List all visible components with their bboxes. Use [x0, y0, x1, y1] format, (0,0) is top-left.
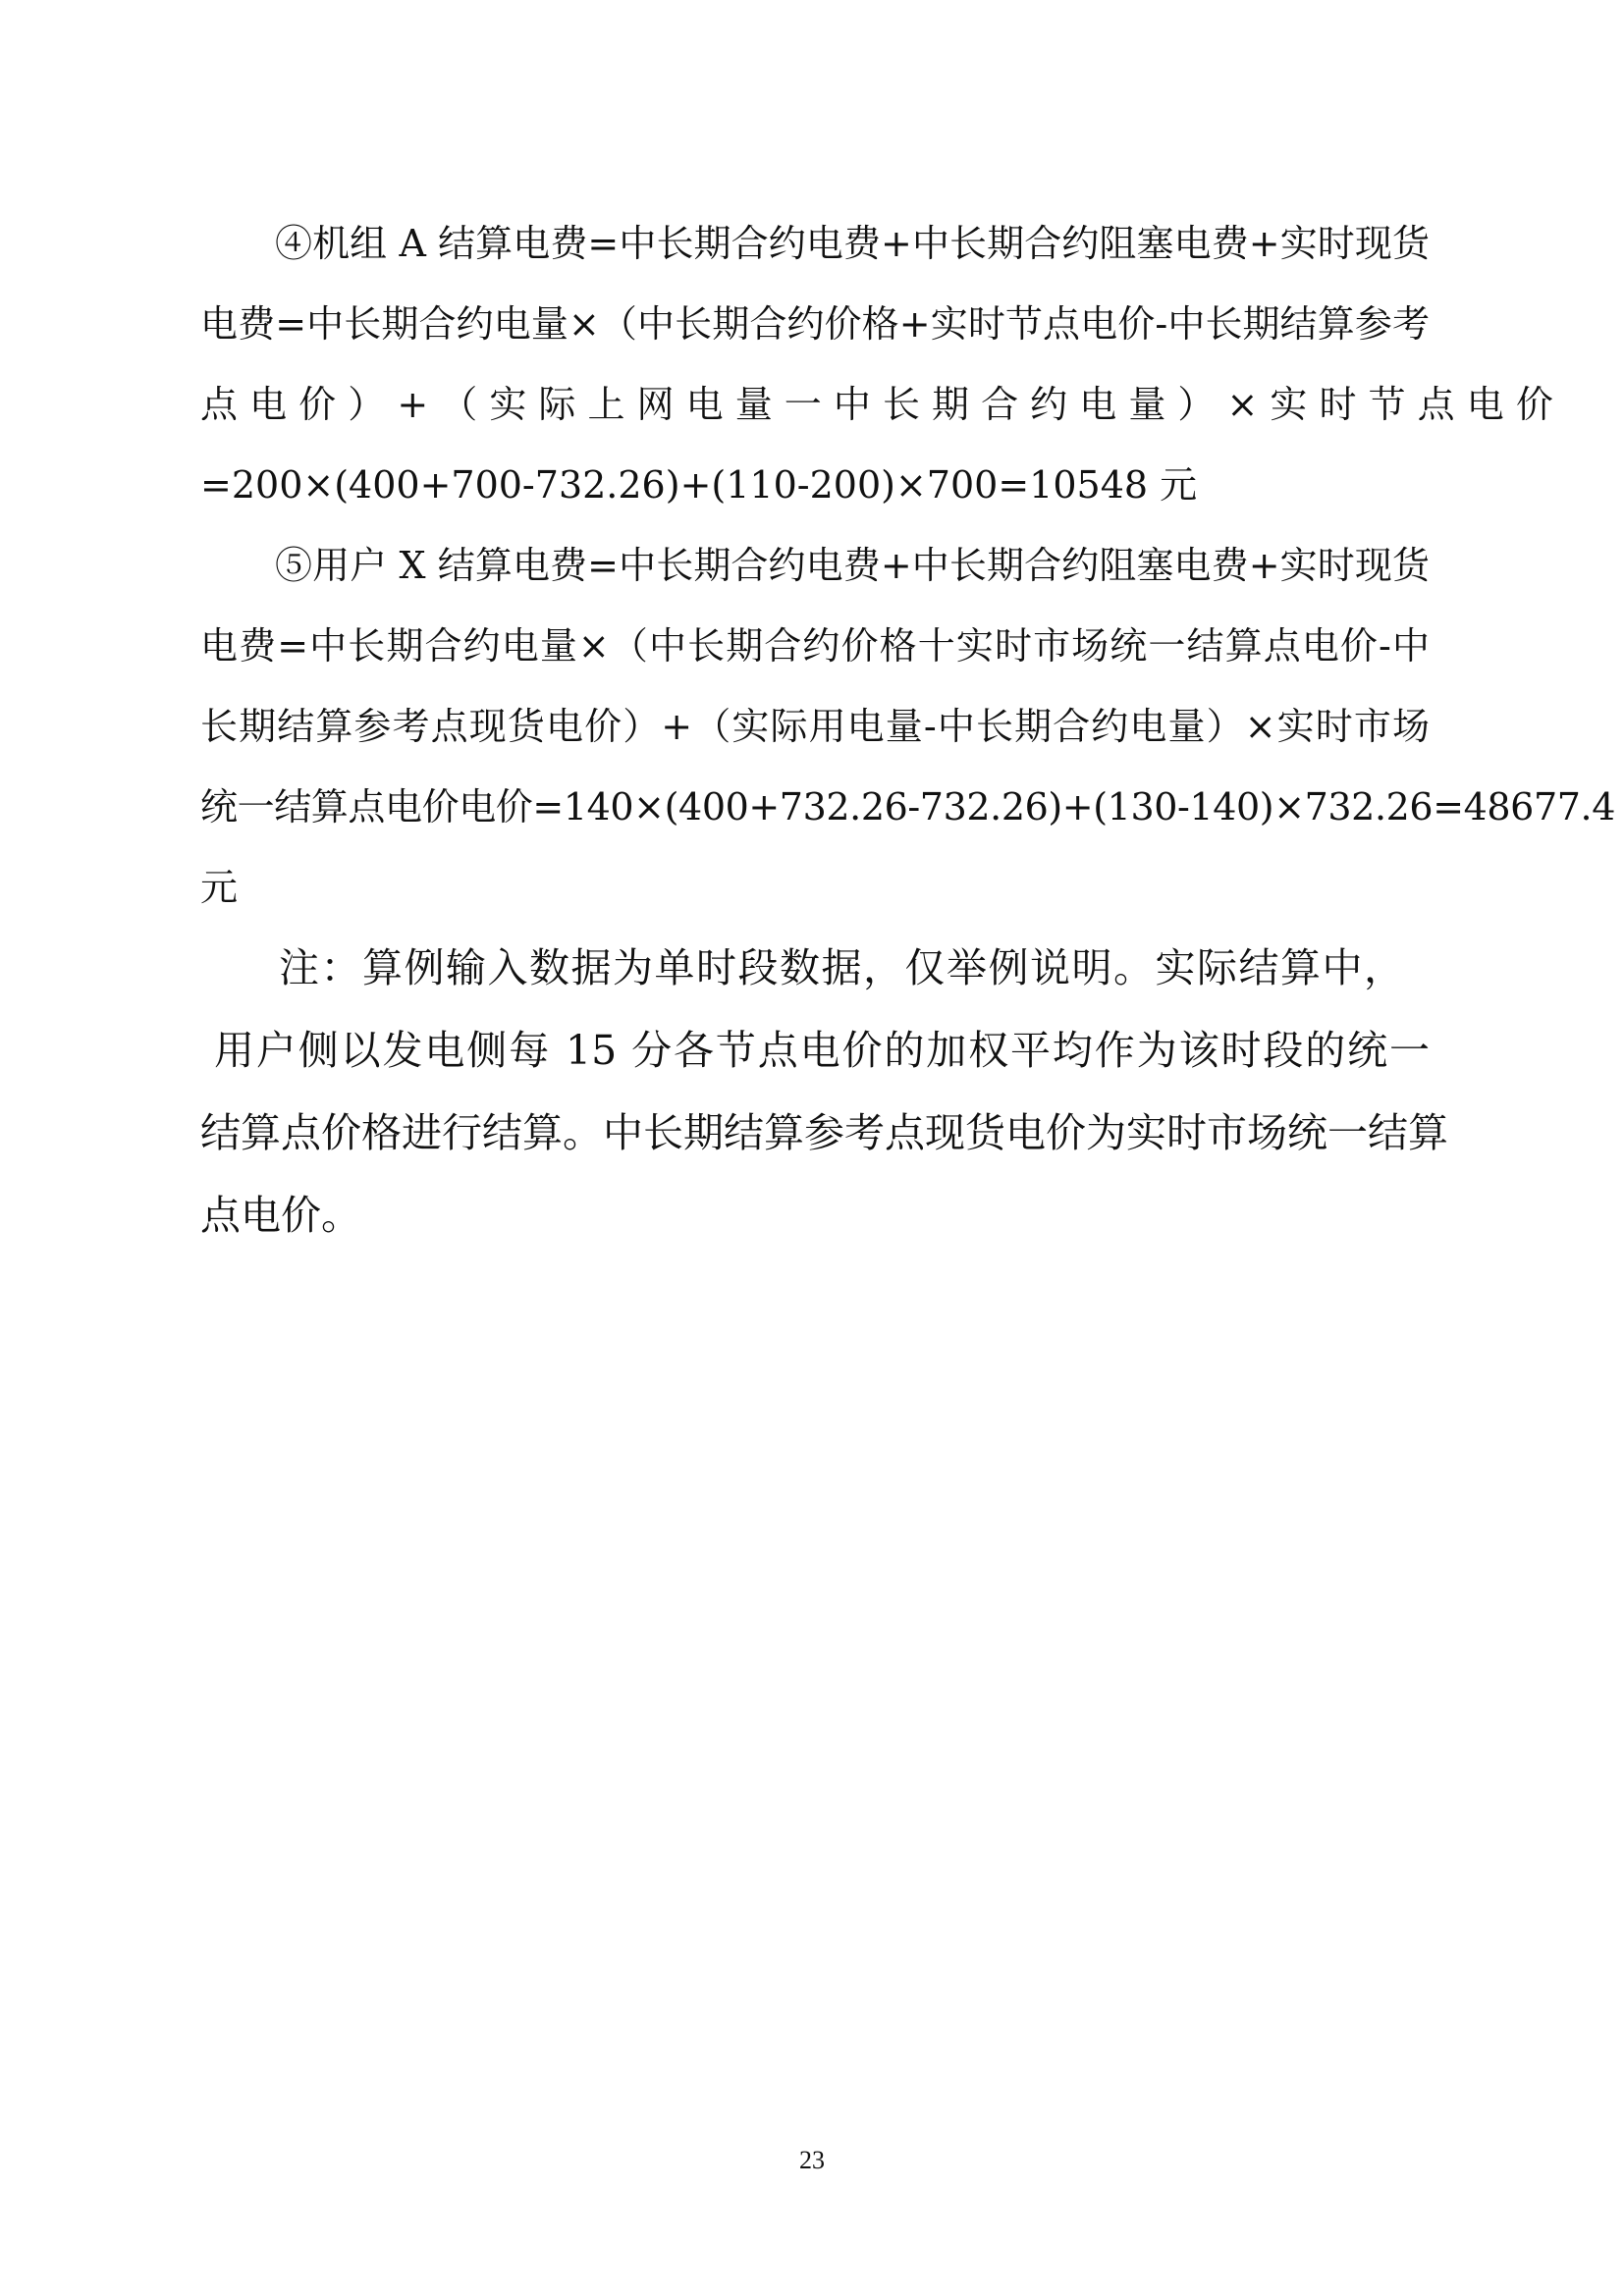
paragraph-5-line-2: 电费=中长期合约电量×（中长期合约价格十实时市场统一结算点电价-中	[200, 624, 1430, 667]
note-line-2: 用户侧以发电侧每 15 分各节点电价的加权平均作为该时段的统一	[214, 1027, 1430, 1074]
note-line-4: 点电价。	[200, 1192, 361, 1239]
page-number: 23	[799, 2146, 825, 2174]
paragraph-4-line-3: 点 电 价 ） + （ 实 际 上 网 电 量 一 中 长 期 合 约 电 量 ） × 实 时 节 点 电 价	[200, 383, 1553, 426]
note-line-3: 结算点价格进行结算。中长期结算参考点现货电价为实时市场统一结算	[200, 1109, 1448, 1156]
paragraph-4-line-2: 电费=中长期合约电量×（中长期合约价格+实时节点电价-中长期结算参考	[200, 302, 1430, 346]
paragraph-4-line-1: ④机组 A 结算电费=中长期合约电费+中长期合约阻塞电费+实时现货	[275, 222, 1430, 265]
note-line-1: 注：算例输入数据为单时段数据，仅举例说明。实际结算中，	[279, 944, 1404, 991]
paragraph-5-line-1: ⑤用户 X 结算电费=中长期合约电费+中长期合约阻塞电费+实时现货	[275, 544, 1430, 587]
paragraph-4-line-4: =200×(400+700-732.26)+(110-200)×700=10548 元	[200, 463, 1198, 507]
paragraph-5-line-5: 元	[200, 866, 239, 909]
paragraph-5-line-4: 统一结算点电价电价=140×(400+732.26-732.26)+(130-140)×732.26=48677.4	[200, 785, 1615, 828]
paragraph-5-line-3: 长期结算参考点现货电价）+（实际用电量-中长期合约电量）×实时市场	[200, 705, 1430, 748]
